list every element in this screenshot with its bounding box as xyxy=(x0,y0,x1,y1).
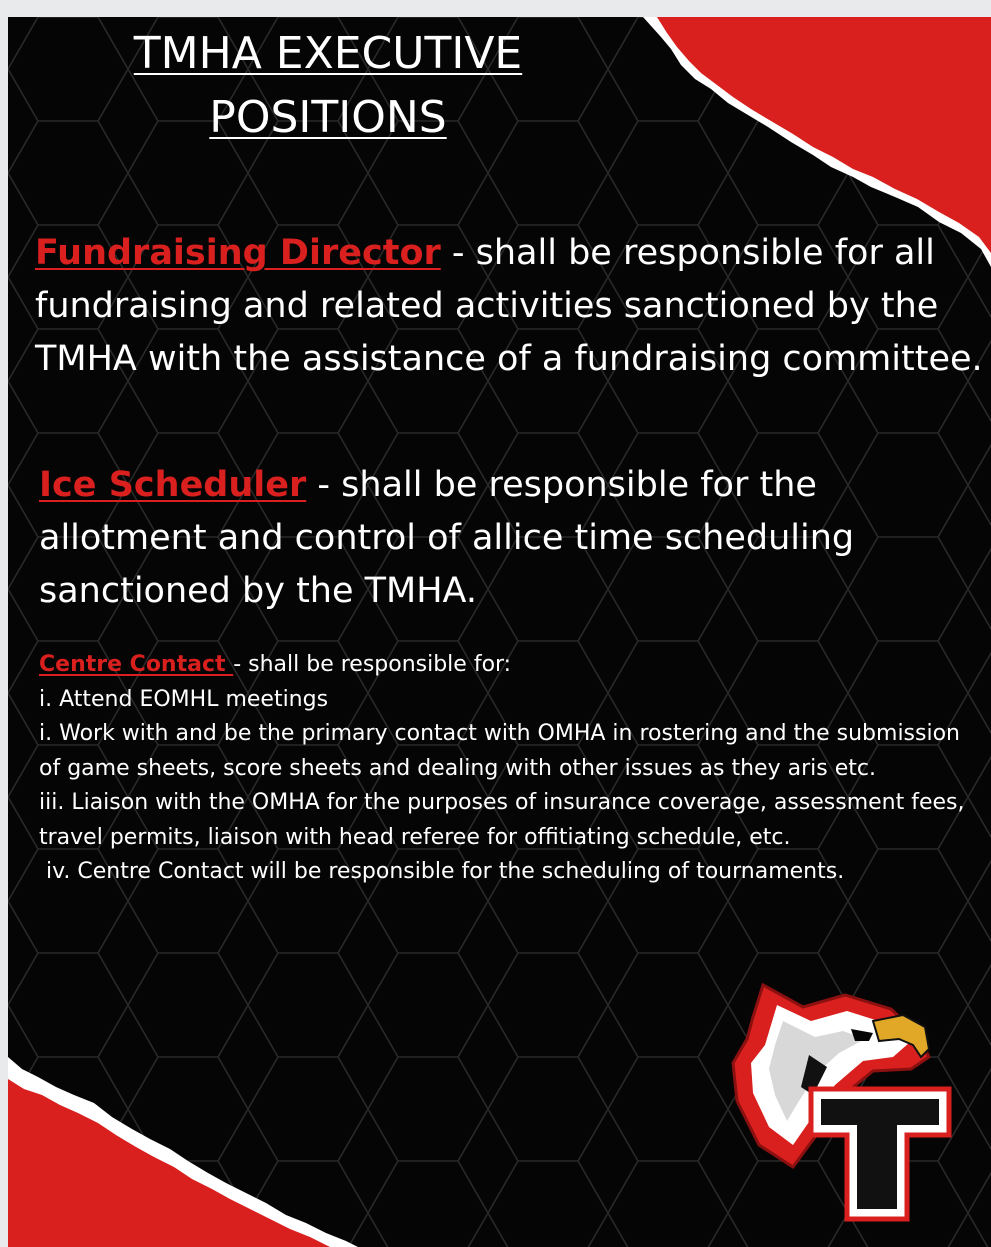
centre-contact-heading: Centre Contact xyxy=(39,652,234,677)
title-line-2: POSITIONS xyxy=(209,92,447,143)
centre-contact-intro xyxy=(39,648,969,683)
ice-scheduler-description: - shall be responsible for the allotment and control of allice time scheduling sanctioned by the TMHA. xyxy=(39,465,855,611)
ice-scheduler-section xyxy=(39,459,939,618)
ice-scheduler-heading: Ice Scheduler xyxy=(39,465,307,505)
letter-t-emblem xyxy=(811,1089,949,1219)
fundraising-director-description: - shall be responsible for all fundraising and related activities sanctioned by the TMHA with the assistance of a fundraising committee. xyxy=(35,233,983,379)
page-title xyxy=(68,22,588,150)
duty-item: i. Attend EOMHL meetings xyxy=(39,686,329,712)
poster xyxy=(8,17,991,1247)
duty-item: iii. Liaison with the OMHA for the purposes of insurance coverage, assessment fees, travel permits, liaison with head referee for offitiating schedule, etc. xyxy=(39,790,965,850)
fundraising-director-heading: Fundraising Director xyxy=(35,233,441,273)
title-line-1: TMHA EXECUTIVE xyxy=(133,28,523,79)
duty-item: i. Work with and be the primary contact with OMHA in rostering and the submission of game sheets, score sheets and dealing with other issues as they aris etc. xyxy=(39,721,960,781)
centre-contact-section xyxy=(39,648,969,890)
team-logo xyxy=(723,977,963,1222)
red-torn-corner-bottom-left xyxy=(8,1037,368,1247)
fundraising-director-section xyxy=(35,227,985,386)
duty-item: iv. Centre Contact will be responsible for the scheduling of tournaments. xyxy=(39,859,845,884)
centre-contact-description: - shall be responsible for: xyxy=(233,652,512,677)
